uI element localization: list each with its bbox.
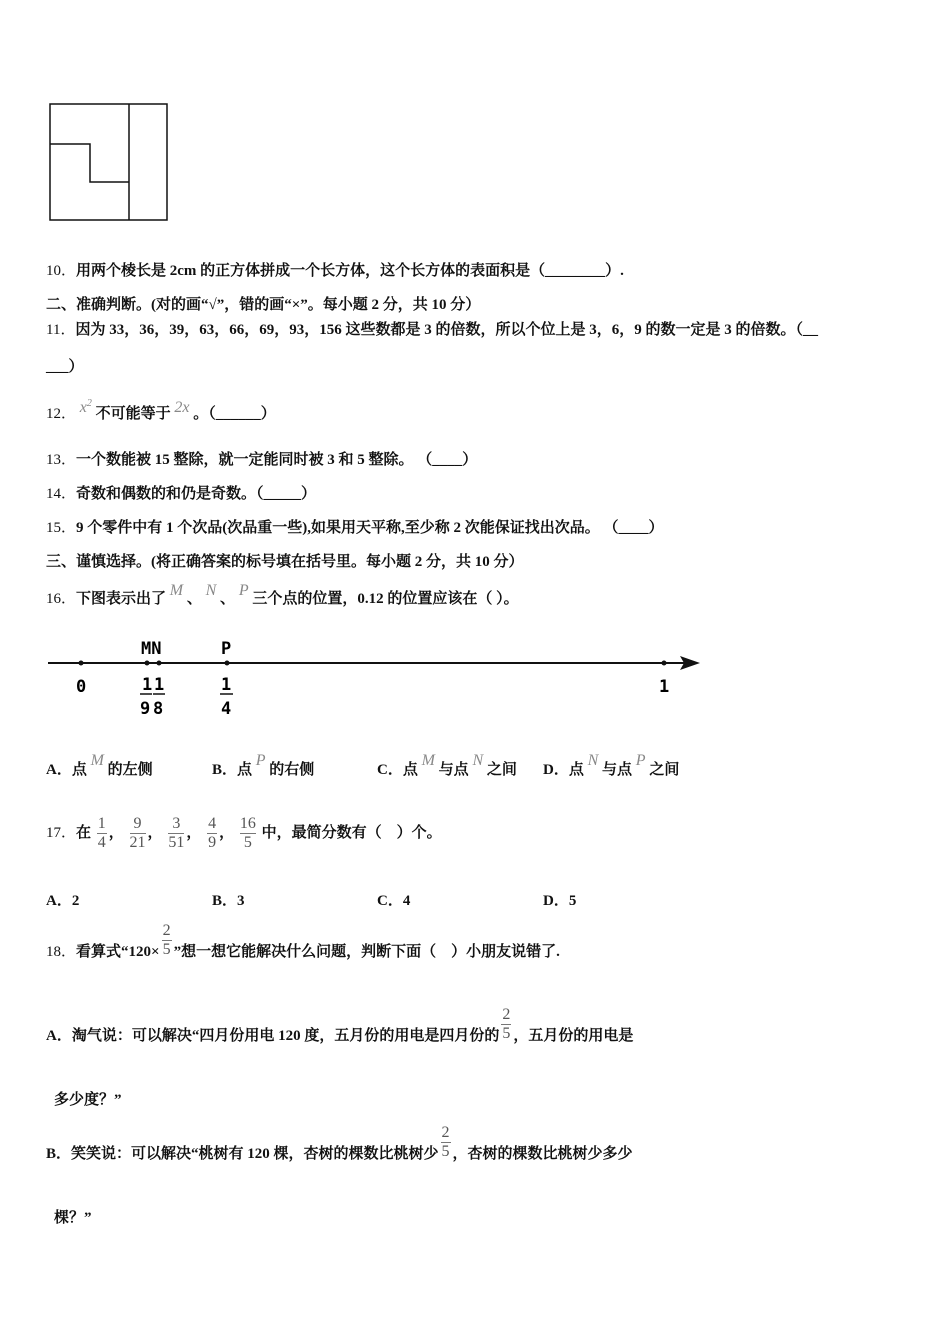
question-11: 11．因为 33，36，39，63，66，69，93，156 这些数都是 3 的倍数，所以个位上是 3，6，9 的数一定是 3 的倍数。（__ xyxy=(46,322,818,338)
q17-option-b[interactable]: B．3 xyxy=(212,893,245,909)
q16-option-d[interactable]: D．点 N 与点 P 之间 xyxy=(543,752,680,778)
q17-option-d[interactable]: D．5 xyxy=(543,893,577,909)
fraction-3-51: $\frac{3}{51}$ xyxy=(168,815,185,852)
tick-n-num: 1 xyxy=(154,675,165,695)
var-x: x xyxy=(79,399,87,416)
tick-p-den: 4 xyxy=(221,699,232,719)
fraction-2-5: $\frac{2}{5}$ xyxy=(441,1124,450,1161)
tick-p-num: 1 xyxy=(221,675,232,695)
question-18: 18．看算式“120× $\frac{2}{5}$ ”想一想它能解决什么问题，判断下面（ ）小朋友说错了. xyxy=(46,922,560,960)
fraction-2-5: $\frac{2}{5}$ xyxy=(162,922,171,959)
fraction-2-5: $\frac{2}{5}$ xyxy=(502,1006,511,1043)
fraction-9-21: $\frac{9}{21}$ xyxy=(129,815,146,852)
fraction-1-4: $\frac{1}{4}$ xyxy=(97,815,106,852)
section-3-title: 三、谨慎选择。(将正确答案的标号填在括号里。每小题 2 分，共 10 分） xyxy=(46,554,524,570)
q17-option-a[interactable]: A．2 xyxy=(46,893,80,909)
question-16: 16．下图表示出了 M 、 N 、 P 三个点的位置，0.12 的位置应该在（ ）。 xyxy=(46,582,519,607)
section-2-title: 二、准确判断。(对的画“√”，错的画“×”。每小题 2 分，共 10 分） xyxy=(46,297,481,313)
number-line xyxy=(44,634,708,724)
tick-m-den: 9 xyxy=(140,699,151,719)
tick-m-num: 1 xyxy=(142,675,153,695)
q18-option-a[interactable]: A．淘气说：可以解决“四月份用电 120 度，五月份的用电是四月份的 $\frac{2}{5}$ ，五月份的用电是 xyxy=(46,1006,634,1044)
q16-option-c[interactable]: C．点 M 与点 N 之间 xyxy=(377,752,517,778)
question-13: 13．一个数能被 15 整除，就一定能同时被 3 和 5 整除。 （____） xyxy=(46,452,478,468)
tick-one: 1 xyxy=(659,677,670,697)
var-2x: 2x xyxy=(174,399,190,416)
q18-option-b[interactable]: B．笑笑说：可以解决“桃树有 120 棵，杏树的棵数比桃树少 $\frac{2}{5}$ ，杏树的棵数比桃树少多少 xyxy=(46,1124,633,1162)
question-12: 12． $x^2$ 不可能等于 2x 。（______） xyxy=(46,398,276,422)
question-10: 10．用两个棱长是 2cm 的正方体拼成一个长方体，这个长方体的表面积是（________）. xyxy=(46,263,624,279)
question-11-continued: ___） xyxy=(46,359,84,375)
q16-option-a[interactable]: A．点 M 的左侧 xyxy=(46,752,153,778)
label-p: P xyxy=(221,639,232,659)
question-15: 15．9 个零件中有 1 个次品(次品重一些),如果用天平称,至少称 2 次能保证找出次品。 （____） xyxy=(46,520,664,536)
q18-option-b-continued: 棵？” xyxy=(54,1210,92,1226)
q16-option-b[interactable]: B．点 P 的右侧 xyxy=(212,752,315,778)
q17-option-c[interactable]: C．4 xyxy=(377,893,411,909)
fraction-4-9: $\frac{4}{9}$ xyxy=(208,815,217,852)
exponent: 2 xyxy=(86,398,92,409)
label-mn: MN xyxy=(141,639,162,659)
question-14: 14．奇数和偶数的和仍是奇数。（_____） xyxy=(46,486,317,502)
tick-zero: 0 xyxy=(76,677,87,697)
q18-option-a-continued: 多少度？” xyxy=(54,1092,122,1108)
square-division-figure xyxy=(48,102,172,224)
tick-n-den: 8 xyxy=(153,699,164,719)
fraction-16-5: $\frac{16}{5}$ xyxy=(239,815,256,852)
question-17: 17．在 $\frac{1}{4}$ ， $\frac{9}{21}$ ， $\frac{3}{51}$ ， $\frac{4}{9}$ ， $\frac{16}{5}$ 中，最简分数有（ ）个。 xyxy=(46,815,442,852)
